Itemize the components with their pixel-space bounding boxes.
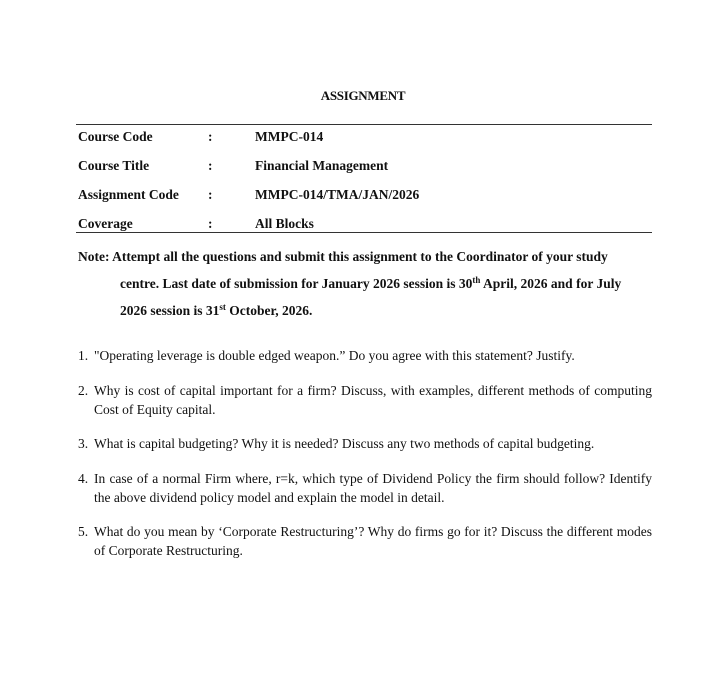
question-number: 5. [78,524,89,539]
note-text-a: centre. Last date of submission for January 2026 session is 30 [120,276,473,291]
question-number: 4. [78,471,89,486]
note-text-c: 2026 session is 31 [120,303,220,318]
question-item [78,522,652,560]
question-text: In case of a normal Firm where, r=k, which type of Dividend Policy the firm should follow? Identify the above dividend policy model and explain the model in detail. [94,471,652,505]
note-line-3 [120,297,654,324]
coverage-label: Coverage [78,216,133,231]
question-item [78,469,652,507]
question-number: 2. [78,383,89,398]
table-bottom-rule [76,232,652,233]
submission-note [78,243,654,324]
course-code-colon: : [208,129,213,144]
question-text: What is capital budgeting? Why it is needed? Discuss any two methods of capital budgeting. [94,436,595,451]
note-text-b: April, 2026 and for July [480,276,622,291]
course-info-table [78,127,648,243]
course-title-colon: : [208,158,213,173]
table-top-rule [76,124,652,125]
question-text: Why is cost of capital important for a firm? Discuss, with examples, different methods of computing Cost of Equity capital. [94,383,652,417]
question-text: What do you mean by ‘Corporate Restructuring’? Why do firms go for it? Discuss the different modes of Corporate Restructuring. [94,524,652,558]
question-text: "Operating leverage is double edged weapon.” Do you agree with this statement? Justify. [94,348,575,363]
question-item [78,346,652,365]
assignment-code-row [78,185,648,214]
course-code-row [78,127,648,156]
coverage-colon: : [208,216,213,231]
coverage-value: All Blocks [255,216,314,231]
note-line-1: Note: Attempt all the questions and submit this assignment to the Coordinator of your study [78,249,608,264]
note-text-d: October, 2026. [225,303,313,318]
course-code-value: MMPC-014 [255,129,324,144]
course-title-value: Financial Management [255,158,389,173]
note-sup-th: th [472,275,481,285]
assignment-code-colon: : [208,187,213,202]
course-title-label: Course Title [78,158,150,173]
question-item [78,434,652,453]
question-item [78,381,652,419]
assignment-code-value: MMPC-014/TMA/JAN/2026 [255,187,420,202]
course-code-label: Course Code [78,129,153,144]
question-number: 1. [78,348,89,363]
document-title: ASSIGNMENT [320,88,406,103]
question-number: 3. [78,436,89,451]
note-line-2 [120,270,654,297]
coverage-row [78,214,648,243]
question-list [78,346,652,560]
course-title-row [78,156,648,185]
note-sup-st: st [219,302,226,312]
assignment-code-label: Assignment Code [78,187,179,202]
note-continuation [78,270,654,324]
